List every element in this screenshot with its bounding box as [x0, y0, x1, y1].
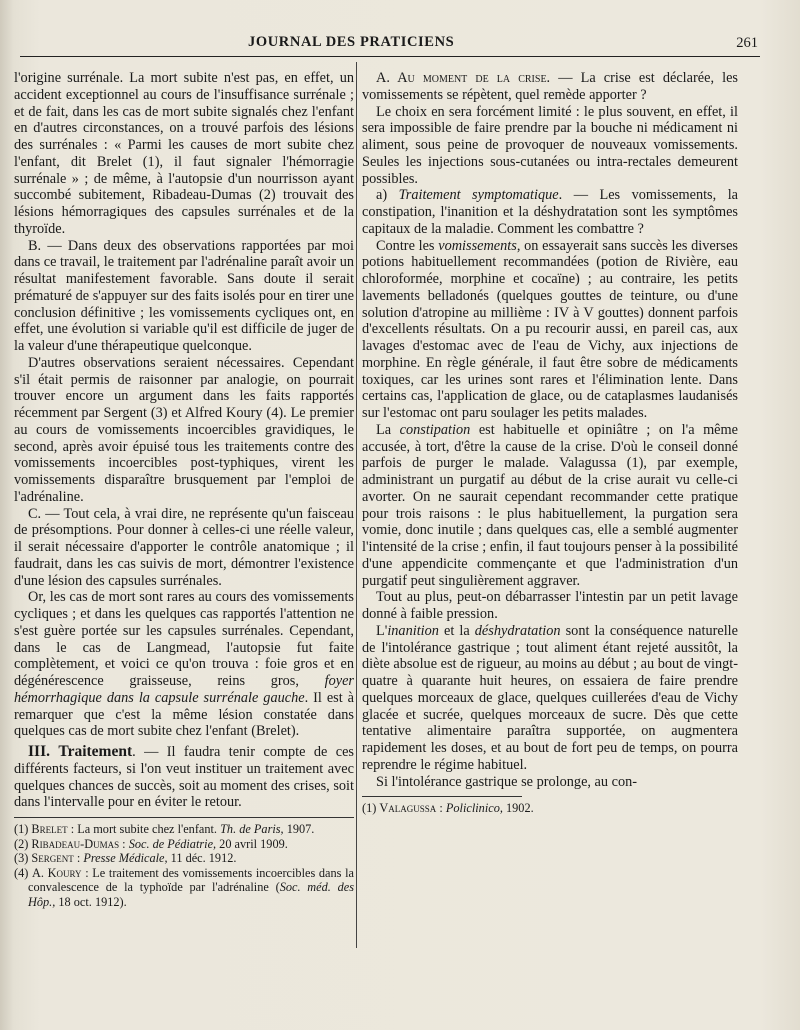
text-run: La	[376, 421, 400, 438]
text-run: a)	[376, 187, 399, 204]
footnotes	[14, 822, 354, 910]
subsection-heading: A. Au moment de la crise.	[376, 70, 551, 86]
paragraph: B. — Dans deux des observations rapportées par moi dans ce travail, le traitement par l'adrénaline paraît avoir un résultat manifestement favorable. Sans doute il serait prématuré de s'appuyer sur des faits isolés pour en tirer une conclusion définitive ; les vomissements cycliques ont, en effet, une évolution si variable qu'il est difficile de juger de la valeur d'une thérapeutique quelconque.	[14, 237, 354, 354]
footnotes	[362, 801, 738, 816]
text-run: 20 avril 1909.	[216, 836, 288, 851]
text-run: et la	[438, 622, 475, 639]
text-run: . — Les vomissements, la constipation, l'inanition et la déshydratation sont les symptômes capitaux de la maladie. Comment les combattre ?	[362, 187, 739, 237]
emphasis: constipation	[399, 421, 471, 438]
footnote-rule	[362, 796, 522, 797]
paragraph	[362, 238, 738, 422]
footnote-journal: Presse Médicale,	[83, 851, 168, 866]
text-run: Or, les cas de mort sont rares au cours des vomissements cycliques ; et dans les quelques cas rapportés l'attention ne s'est guère portée sur les capsules surrénales. Cependant, dans le cas de Langmead, l'autopsie fut faite complètement, et voici ce qu'on trouva : foie gros et en dégénérescence graisseuse, reins gros,	[14, 589, 354, 689]
footnote-journal: Th. de Paris,	[220, 822, 284, 836]
left-column	[14, 70, 354, 910]
page-number: 261	[736, 35, 758, 51]
text-run: :	[73, 851, 84, 866]
paragraph: Si l'intolérance gastrique se prolonge, au con-	[376, 773, 638, 790]
emphasis: foyer hémorrhagique dans la capsule surrénale gauche	[14, 673, 354, 706]
page-header	[0, 30, 800, 60]
footnote-marker: (1)	[362, 801, 377, 816]
paragraph	[362, 422, 738, 590]
text-run: 18 oct. 1912).	[55, 894, 127, 909]
header-rule	[20, 56, 760, 57]
text-run: : Le traitement des vomissements incoercibles dans la convalescence de la typhoïde par l'adrénaline (	[28, 865, 354, 895]
paragraph	[14, 589, 354, 740]
text-run: : La mort subite chez l'enfant.	[67, 822, 221, 836]
text-run: :	[119, 836, 129, 851]
section-paragraph	[14, 744, 354, 811]
paragraph: l'origine surrénale. La mort subite n'est pas, en effet, un accident exceptionnel au cours de l'insuffisance surrénale ; et de fait, dans les cas de mort subite signalés chez l'enfant en d'autres circonstances, on a trouvé parfois des lésions des surrénales : « Parmi les causes de mort subite chez l'enfant, dit Brelet (1), il faut signaler l'hémorragie surrénale » ; de même, à l'autopsie d'un nourrisson ayant succombé subitement, Ribadeau-Dumas (2) trouvait des lésions hémorragiques des capsules surrénales et de la thyroïde.	[14, 70, 354, 237]
footnote-author: A. Koury	[32, 865, 82, 880]
text-run: :	[436, 801, 446, 816]
paragraph	[362, 187, 738, 237]
footnote-marker: (1)	[14, 822, 29, 836]
text-run: Contre les	[376, 237, 439, 254]
text-run: . Il est à remarquer que c'est la même lésion constatée dans quelques cas de mort subite chez l'enfant (Brelet).	[14, 689, 355, 740]
footnote-author: Sergent	[31, 851, 74, 866]
footnote	[362, 801, 738, 816]
paragraph: Tout au plus, peut-on débarrasser l'intestin par un petit lavage donné à faible pression.	[362, 589, 738, 622]
text-run: 1907.	[283, 822, 315, 836]
emphasis: vomissements	[438, 237, 517, 254]
footnote	[14, 822, 354, 837]
running-title: JOURNAL DES PRATICIENS	[248, 34, 455, 50]
footnote-journal: Soc. méd. des Hôp.,	[28, 880, 354, 909]
text-run: est habituelle et opiniâtre ; on l'a même accusée, à tort, d'être la cause de la crise. D'où le conseil donné parfois de purger le malade. Valagussa (1), par exemple, administrant un purgatif au début de la crise aurait vu celle-ci avorter. On ne saurait cependant recommander cette pratique pour trois raisons : le plus habituellement, la purgation sera vomie, donc inutile ; dans quelques cas, elle a semblé augmenter l'intensité de la crise ; enfin, il faut toujours penser à la possibilité d'une appendicite commençante et que l'administration d'un purgatif peut singulièrement aggraver.	[362, 421, 738, 589]
footnote-marker: (4)	[14, 865, 29, 880]
footnote	[14, 837, 354, 852]
paragraph	[362, 623, 738, 774]
text-run: — La crise est déclarée, les vomissements se répètent, quel remède apporter ?	[362, 70, 738, 103]
emphasis: Traitement symptomatique	[398, 187, 559, 204]
footnote-marker: (2)	[14, 836, 29, 851]
column-divider	[356, 62, 357, 948]
footnote-marker: (3)	[14, 851, 29, 866]
text-run: , on essayerait sans succès les diverses potions habituellement recommandées (potion de Rivière, eau chloroformée, morphine et cocaïne) ; au contraire, les petits lavements belladonés (quelques gouttes de teinture, ou d'une solution d'atropine au millième : IV à V gouttes) donnent parfois d'excellents résultats. On a pu recourir aussi, en pareil cas, aux lavages d'estomac avec de l'eau de Vichy, aux injections de morphine. En règle générale, il faut être sobre de médicaments toxiques, car les urines sont rares et l'élimination lente. Dans certains cas, l'application de glace, ou de cataplasmes laudanisés sur l'estomac ont paru soulager les petits malades.	[362, 237, 738, 421]
right-column	[362, 70, 738, 816]
footnote-journal: Policlinico,	[445, 801, 503, 816]
footnote	[14, 866, 354, 910]
text-run: 1902.	[502, 801, 534, 816]
footnote-author: Ribadeau-Dumas	[31, 836, 120, 851]
text-run: 11 déc. 1912.	[167, 851, 237, 866]
text-run: sont la conséquence naturelle de l'intolérance gastrique ; tout aliment étant rejeté aussitôt, la diète absolue est de rigueur, au moins au début ; au bout de vingt-quatre à quarante huit heures, on essaiera de faire prendre quelques morceaux de glace, quelques cuillerées d'eau de Vichy glacée et sucrée, quelques morceaux de sucre. Dès que cette tentative alimentaire paraîtra supportée, on augmentera rapidement les doses, et au bout de fort peu de temps, on pourra reprendre le régime habituel.	[362, 622, 739, 773]
emphasis: inanition	[387, 622, 439, 639]
paragraph: D'autres observations seraient nécessaires. Cependant s'il était permis de raisonner par analogie, on pourrait trouver encore un argument dans les faits rapportés récemment par Sergent (3) et Alfred Koury (4). Le premier au cours de vomissements incoercibles gravidiques, le second, après avoir épuisé tous les traitements contre des vomissements incoercibles post-typhiques, virent les vomissements disparaître brusquement par l'emploi de l'adrénaline.	[14, 354, 354, 505]
section-heading: III. Traitement	[28, 743, 133, 760]
footnote-rule	[14, 817, 354, 818]
paragraph: Le choix en sera forcément limité : le plus souvent, en effet, il sera impossible de faire prendre par la bouche ni médicament ni aliment, sous peine de provoquer de nouveaux vomissements. Seules les injections sous-cutanées ou intra-rectales demeurent possibles.	[362, 103, 738, 187]
paragraph	[362, 70, 738, 104]
footnote-author: Valagussa	[379, 801, 437, 816]
footnote	[14, 851, 354, 866]
paragraph: C. — Tout cela, à vrai dire, ne représente qu'un faisceau de présomptions. Pour donner à celles-ci une réelle valeur, il serait nécessaire d'apporter le contrôle anatomique ; il faudrait, dans les cas suivis de mort, démontrer l'existence d'une lésion des capsules surrénales.	[14, 505, 354, 589]
text-run: . — Il faudra tenir compte de ces différents facteurs, si l'on veut instituer un traitement avec quelques chances de succès, soit au moment des crises, soit dans l'intervalle pour en éviter le retour.	[14, 744, 354, 811]
emphasis: déshydratation	[474, 622, 561, 639]
footnote-author: Brelet	[31, 822, 68, 836]
text-run: L'	[376, 622, 388, 639]
footnote-journal: Soc. de Pédiatrie,	[128, 836, 217, 851]
